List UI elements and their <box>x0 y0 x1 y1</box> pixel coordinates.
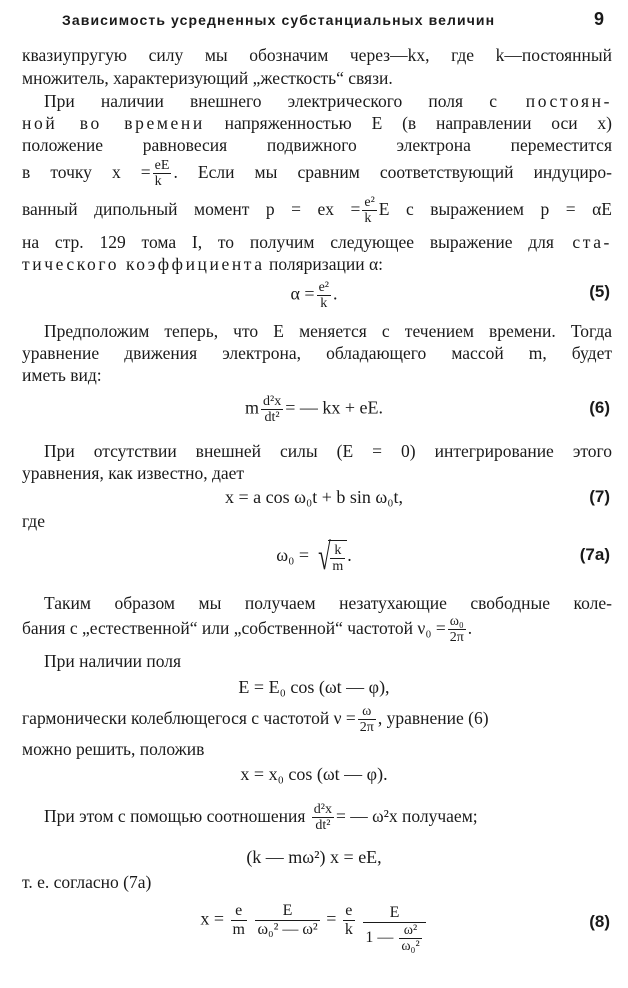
equation-text: = <box>326 908 337 929</box>
fraction-e2-over-k <box>362 195 376 226</box>
numerator: e <box>231 902 247 921</box>
text-line: квазиупругую силу мы обозначим через—kx, где k—постоянный <box>22 45 612 65</box>
equation-number: (7a) <box>579 545 610 564</box>
fraction-w0-over-2pi <box>448 614 466 645</box>
text-line-with-fraction <box>22 703 612 735</box>
radicand <box>328 540 347 574</box>
denominator: dt² <box>315 818 331 834</box>
numerator: e² <box>364 195 375 211</box>
text-line-with-fraction <box>22 157 612 189</box>
equation-7: x = a cos ω₀t + b sin ω₀t, <box>224 487 404 507</box>
denominator: k <box>364 211 372 227</box>
denominator: ω₀² — ω² <box>257 921 318 938</box>
equation-5 <box>0 280 628 311</box>
numerator: eE <box>154 158 170 174</box>
equation-number: (5) <box>589 282 610 301</box>
spaced-text: ной во времени <box>22 113 205 133</box>
fraction-d2x-dt2 <box>261 394 283 425</box>
equation-text: 1 — <box>365 929 394 947</box>
text-line: Таким образом мы получаем незатухающие свободные коле- <box>44 593 612 613</box>
numerator: e <box>343 902 355 921</box>
spaced-text: ста- <box>553 232 612 252</box>
text-span: При этом с помощью соотношения <box>44 806 306 826</box>
text-line: иметь вид: <box>22 365 102 385</box>
equation-text: . <box>333 283 338 304</box>
equation-text: m <box>244 397 259 418</box>
fraction-E-over-nested <box>363 904 425 954</box>
text-line: При отсутствии внешней силы (E = 0) интегрирование этого <box>44 441 612 461</box>
text-span: бания с „естественной“ или „собственной“ частотой ν₀ = <box>22 618 446 638</box>
fraction-k-over-m <box>330 543 345 574</box>
text-line <box>22 112 612 134</box>
equation-text: α = <box>290 283 315 304</box>
numerator: E <box>255 902 319 921</box>
denominator: 2π <box>359 720 374 736</box>
equation-8 <box>0 902 628 954</box>
equation-text: = — kx + eE. <box>285 397 383 418</box>
text-span: ванный дипольный момент p = ex = <box>22 199 361 219</box>
running-header: Зависимость усредненных субстанциальных величин <box>62 12 496 28</box>
spaced-text: постоян- <box>497 91 612 111</box>
text-span: При наличии внешнего электрического поля с <box>44 91 498 111</box>
spaced-text: тического коэффициента <box>22 254 265 274</box>
denominator: dt² <box>264 410 280 425</box>
denominator: k <box>154 174 162 190</box>
text-span: . <box>467 618 473 638</box>
equation-text: ω₀ = <box>276 545 310 566</box>
fraction-w2-over-w02 <box>399 923 421 954</box>
fraction-e-over-m <box>231 902 247 939</box>
text-span: в точку x = <box>22 162 151 182</box>
page-number: 9 <box>594 9 605 29</box>
denominator: ω₀² <box>401 939 420 954</box>
text-line-with-fraction <box>22 613 612 645</box>
denominator-nested <box>363 923 425 954</box>
fraction-e2-over-k <box>317 280 331 311</box>
text-span: = — ω²x получаем; <box>335 806 478 826</box>
denominator: m <box>232 921 245 938</box>
fraction-E-over-w0-w <box>255 902 319 939</box>
text-line <box>22 231 612 253</box>
equation-number: (6) <box>589 398 610 417</box>
fraction-e-over-k <box>343 902 355 939</box>
equation-text: x = <box>200 908 224 929</box>
numerator: e² <box>318 280 329 295</box>
numerator: ω₀ <box>449 614 464 630</box>
denominator: k <box>344 921 353 938</box>
square-root-sign: √ <box>317 536 331 578</box>
denominator: 2π <box>449 630 464 646</box>
numerator: E <box>363 904 425 923</box>
equation-6 <box>0 394 628 425</box>
numerator: ω² <box>399 923 421 939</box>
numerator: d²x <box>263 394 282 409</box>
numerator: k <box>330 543 345 559</box>
text-line <box>22 253 612 275</box>
text-line: уравнение движения электрона, обладающего массой m, будет <box>22 343 612 363</box>
fraction-eE-over-k <box>153 158 172 189</box>
equation-solution: x = x₀ cos (ωt — φ). <box>240 764 388 784</box>
text-line: положение равновесия подвижного электрона переместится <box>22 135 612 155</box>
text-span: . Если мы сравним соответствующий индуциро- <box>173 162 613 182</box>
text-line: Предположим теперь, что E меняется с течением времени. Тогда <box>44 321 612 341</box>
text-line: множитель, характеризующий „жесткость“ связи. <box>22 68 393 88</box>
equation-number: (8) <box>589 912 610 931</box>
numerator: ω <box>358 704 376 720</box>
text-line <box>44 90 612 112</box>
equation-text: . <box>347 545 352 566</box>
denominator: m <box>332 559 344 574</box>
text-line-with-fraction <box>44 800 612 833</box>
text-line: т. е. согласно (7а) <box>22 872 152 892</box>
text-span: на стр. 129 тома I, то получим следующее выражение для <box>22 232 554 252</box>
text-span: гармонически колеблющегося с частотой ν = <box>22 708 356 728</box>
fraction-w-over-2pi <box>358 704 376 735</box>
equation-number: (7) <box>589 487 610 506</box>
text-line: можно решить, положив <box>22 739 205 759</box>
equation-7a <box>0 538 628 576</box>
equation-relation: (k — mω²) x = eE, <box>246 847 382 867</box>
text-line: уравнения, как известно, дает <box>22 463 245 483</box>
numerator: d²x <box>313 802 332 818</box>
text-line-with-fraction <box>22 194 612 226</box>
text-span: E с выражением p = αE <box>378 199 612 219</box>
fraction-d2x-dt2 <box>312 802 334 833</box>
text-span: напряженностью E (в направлении оси x) <box>204 113 612 133</box>
text-line: где <box>22 511 45 531</box>
equation-field: E = E₀ cos (ωt — φ), <box>238 677 390 697</box>
text-line: При наличии поля <box>44 651 182 671</box>
text-span: , уравнение (6) <box>377 708 489 728</box>
text-span: поляризации α: <box>264 254 383 274</box>
denominator: k <box>320 296 328 311</box>
